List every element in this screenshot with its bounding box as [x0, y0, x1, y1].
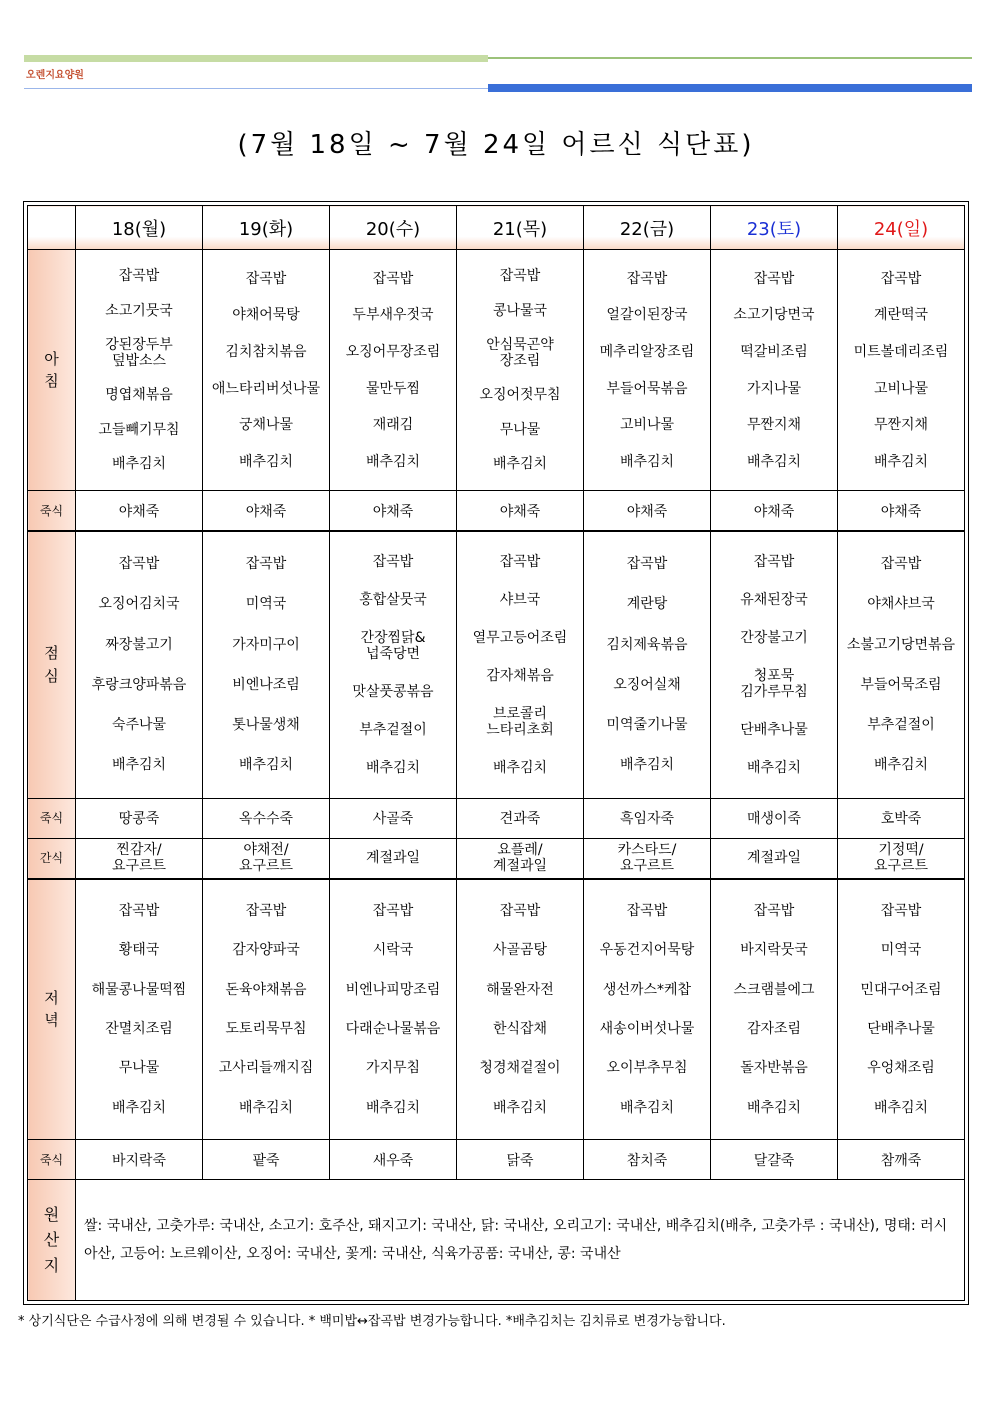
menu-item: 배추김치 — [492, 1099, 548, 1116]
menu-item: 잡곡밥 — [499, 902, 541, 919]
lunch-label: 점 심 — [28, 531, 76, 798]
menu-item: 고비나물 — [619, 417, 675, 434]
menu-item: 비엔나피망조림 — [345, 981, 441, 998]
lunch-row — [28, 531, 965, 798]
menu-item: 잡곡밥 — [372, 553, 414, 570]
menu-item: 잡곡밥 — [626, 902, 668, 919]
menu-item: 간장불고기 — [740, 629, 808, 646]
menu-item: 잡곡밥 — [753, 902, 795, 919]
breakfast-porridge-row — [28, 491, 965, 531]
menu-item: 배추김치 — [238, 1099, 294, 1116]
breakfast-cell — [838, 250, 965, 491]
menu-item: 배추김치 — [365, 1099, 421, 1116]
menu-item: 사골곰탕 — [492, 942, 548, 959]
menu-item: 부추겉절이 — [867, 717, 935, 734]
menu-item: 배추김치 — [873, 453, 929, 470]
menu-item: 잡곡밥 — [245, 902, 287, 919]
breakfast-cell — [203, 250, 330, 491]
menu-item: 배추김치 — [238, 453, 294, 470]
snack-cell — [330, 838, 457, 878]
menu-item: 감자채볶음 — [486, 667, 554, 684]
menu-item: 다래순나물볶음 — [345, 1021, 441, 1038]
porridge-cell: 야채죽 — [76, 491, 203, 531]
menu-item: 배추김치 — [111, 455, 167, 472]
menu-item: 샤브국 — [499, 591, 541, 608]
lunch-cell — [838, 531, 965, 798]
menu-item: 미역국 — [880, 942, 922, 959]
menu-item: 오징어실채 — [613, 676, 681, 693]
dinner-cell — [76, 879, 203, 1140]
menu-item: 새송이버섯나물 — [599, 1021, 695, 1038]
menu-item: 무나물 — [118, 1060, 160, 1077]
menu-item: 청경채겉절이 — [479, 1060, 561, 1077]
menu-item: 소고기당면국 — [733, 307, 815, 324]
menu-item: 잡곡밥 — [880, 556, 922, 573]
origin-label: 원 산 지 — [28, 1180, 76, 1301]
menu-item: 단배추나물 — [740, 721, 808, 738]
menu-item: 배추김치 — [619, 757, 675, 774]
menu-item: 부들어묵볶음 — [606, 380, 688, 397]
menu-item: 잡곡밥 — [499, 553, 541, 570]
menu-item: 브로콜리 느타리초회 — [486, 705, 554, 738]
header-green-line — [488, 57, 972, 59]
breakfast-row — [28, 250, 965, 491]
menu-item: 잡곡밥 — [372, 270, 414, 287]
menu-item: 간장찜닭& 넙죽당면 — [360, 629, 426, 662]
menu-item: 미역국 — [245, 596, 287, 613]
menu-item: 단배추나물 — [867, 1021, 935, 1038]
breakfast-cell — [457, 250, 584, 491]
day-header: 19(화) — [203, 206, 330, 250]
menu-item: 감자양파국 — [232, 942, 300, 959]
menu-item: 톳나물생채 — [232, 717, 300, 734]
menu-item: 한식잡채 — [492, 1021, 548, 1038]
menu-item: 명엽채볶음 — [105, 387, 173, 404]
menu-item: 배추김치 — [873, 757, 929, 774]
menu-item: 고들빼기무침 — [98, 421, 180, 438]
lunch-cell — [203, 531, 330, 798]
menu-item: 감자조림 — [746, 1021, 802, 1038]
menu-item: 요플레/ 계절과일 — [492, 842, 548, 875]
menu-table — [27, 205, 965, 1301]
menu-item: 도토리묵무침 — [225, 1021, 307, 1038]
menu-item: 안심묵곤약 장조림 — [486, 337, 554, 370]
menu-item: 잡곡밥 — [880, 270, 922, 287]
day-header-row — [28, 206, 965, 250]
lunch-cell — [457, 531, 584, 798]
menu-item: 배추김치 — [365, 759, 421, 776]
snack-cell — [76, 838, 203, 878]
dinner-row — [28, 879, 965, 1140]
menu-item: 우동건지어묵탕 — [599, 942, 695, 959]
menu-item: 오징어무장조림 — [345, 343, 441, 360]
lunch-cell — [584, 531, 711, 798]
menu-item: 가지나물 — [746, 380, 802, 397]
menu-item: 생선까스*케찹 — [602, 981, 692, 998]
dinner-cell — [203, 879, 330, 1140]
menu-item: 배추김치 — [873, 1099, 929, 1116]
menu-item: 돈육야채볶음 — [225, 981, 307, 998]
menu-item: 바지락뭇국 — [740, 942, 808, 959]
menu-item: 잡곡밥 — [499, 268, 541, 285]
snack-cell — [838, 838, 965, 878]
menu-item: 배추김치 — [619, 1099, 675, 1116]
menu-item: 궁채나물 — [238, 417, 294, 434]
porridge-cell: 호박죽 — [838, 798, 965, 838]
menu-item: 민대구어조림 — [860, 981, 942, 998]
menu-item: 계절과일 — [746, 850, 802, 867]
menu-item: 배추김치 — [238, 757, 294, 774]
snack-cell — [203, 838, 330, 878]
menu-item: 잡곡밥 — [245, 270, 287, 287]
porridge-cell: 팥죽 — [203, 1140, 330, 1180]
breakfast-cell — [330, 250, 457, 491]
dinner-label: 저 녁 — [28, 879, 76, 1140]
menu-item: 잡곡밥 — [626, 556, 668, 573]
menu-item: 고사리들깨지짐 — [218, 1060, 314, 1077]
menu-item: 잡곡밥 — [372, 902, 414, 919]
porridge-cell: 야채죽 — [838, 491, 965, 531]
menu-item: 숙주나물 — [111, 717, 167, 734]
menu-item: 미역줄기나물 — [606, 717, 688, 734]
menu-item: 잡곡밥 — [753, 553, 795, 570]
origin-row — [28, 1180, 965, 1301]
header-green-bar — [24, 55, 488, 62]
menu-item: 고비나물 — [873, 380, 929, 397]
menu-item: 잔멸치조림 — [105, 1021, 173, 1038]
menu-item: 홍합살뭇국 — [359, 591, 427, 608]
menu-item: 떡갈비조림 — [740, 343, 808, 360]
menu-item: 가지무침 — [365, 1060, 421, 1077]
dinner-cell — [330, 879, 457, 1140]
menu-item: 잡곡밥 — [118, 902, 160, 919]
menu-item: 애느타리버섯나물 — [211, 380, 321, 397]
porridge-cell: 야채죽 — [330, 491, 457, 531]
menu-item: 배추김치 — [111, 757, 167, 774]
porridge-cell: 흑임자죽 — [584, 798, 711, 838]
porridge-label: 죽식 — [28, 1140, 76, 1180]
menu-item: 미트볼데리조림 — [853, 343, 949, 360]
porridge-cell: 사골죽 — [330, 798, 457, 838]
menu-item: 김치제육볶음 — [606, 636, 688, 653]
footnote: * 상기식단은 수급사정에 의해 변경될 수 있습니다. * 백미밥↔잡곡밥 변경가능합니다. *배추김치는 김치류로 변경가능합니다. — [18, 1314, 726, 1329]
snack-cell — [711, 838, 838, 878]
day-header: 22(금) — [584, 206, 711, 250]
porridge-cell: 매생이죽 — [711, 798, 838, 838]
menu-item: 후랑크양파볶음 — [91, 676, 187, 693]
origin-text: 쌀: 국내산, 고춧가루: 국내산, 소고기: 호주산, 돼지고기: 국내산, 닭: 국내산, 오리고기: 국내산, 배추김치(배추, 고춧가루 : 국내산), 명태: 러시아산, 고등어: 노르웨이산, 오징어: 국내산, 꽃게: 국내산, 식육가공품: 국내산, 콩: 국내산 — [76, 1180, 965, 1301]
facility-logo: 오렌지요양원 — [26, 70, 84, 81]
porridge-cell: 바지락죽 — [76, 1140, 203, 1180]
menu-item: 야채어묵탕 — [232, 307, 300, 324]
day-header-sunday: 24(일) — [838, 206, 965, 250]
menu-item: 소불고기당면볶음 — [846, 636, 956, 653]
porridge-cell: 참깨죽 — [838, 1140, 965, 1180]
porridge-label: 죽식 — [28, 491, 76, 531]
menu-item: 배추김치 — [492, 455, 548, 472]
menu-item: 배추김치 — [746, 759, 802, 776]
menu-item: 오이부추무침 — [606, 1060, 688, 1077]
menu-item: 카스타드/ 요구르트 — [617, 842, 677, 875]
menu-item: 메추리알장조림 — [599, 343, 695, 360]
snack-row — [28, 838, 965, 878]
snack-cell — [584, 838, 711, 878]
menu-item: 배추김치 — [746, 1099, 802, 1116]
porridge-cell: 야채죽 — [584, 491, 711, 531]
menu-item: 해물콩나물떡찜 — [91, 981, 187, 998]
menu-item: 비엔나조림 — [232, 676, 300, 693]
menu-item: 기정떡/ 요구르트 — [873, 842, 929, 875]
menu-item: 돌자반볶음 — [740, 1060, 808, 1077]
menu-item: 시락국 — [372, 942, 414, 959]
snack-cell — [457, 838, 584, 878]
menu-item: 맛살풋콩볶음 — [352, 683, 434, 700]
dinner-cell — [457, 879, 584, 1140]
day-header: 21(목) — [457, 206, 584, 250]
dinner-porridge-row — [28, 1140, 965, 1180]
menu-item: 물만두찜 — [365, 380, 421, 397]
menu-item: 계란떡국 — [873, 307, 929, 324]
dinner-cell — [584, 879, 711, 1140]
menu-item: 부들어묵조림 — [860, 676, 942, 693]
menu-item: 소고기뭇국 — [105, 302, 173, 319]
header-blue-bar — [488, 84, 972, 92]
lunch-cell — [76, 531, 203, 798]
menu-item: 배추김치 — [746, 453, 802, 470]
menu-item: 강된장두부 덮밥소스 — [105, 337, 173, 370]
porridge-cell: 달걀죽 — [711, 1140, 838, 1180]
porridge-cell: 참치죽 — [584, 1140, 711, 1180]
menu-item: 배추김치 — [111, 1099, 167, 1116]
menu-item: 야채전/ 요구르트 — [238, 842, 294, 875]
menu-item: 부추겉절이 — [359, 721, 427, 738]
day-header-saturday: 23(토) — [711, 206, 838, 250]
menu-item: 잡곡밥 — [245, 556, 287, 573]
menu-item: 콩나물국 — [492, 302, 548, 319]
porridge-label: 죽식 — [28, 798, 76, 838]
menu-item: 재래김 — [372, 417, 414, 434]
breakfast-cell — [711, 250, 838, 491]
lunch-porridge-row — [28, 798, 965, 838]
menu-item: 무나물 — [499, 421, 541, 438]
porridge-cell: 옥수수죽 — [203, 798, 330, 838]
menu-item: 잡곡밥 — [118, 556, 160, 573]
menu-item: 해물완자전 — [486, 981, 554, 998]
menu-item: 황태국 — [118, 942, 160, 959]
snack-label: 간식 — [28, 838, 76, 878]
lunch-cell — [330, 531, 457, 798]
menu-item: 우엉채조림 — [867, 1060, 935, 1077]
breakfast-cell — [76, 250, 203, 491]
menu-item: 열무고등어조림 — [472, 629, 568, 646]
menu-item: 짜장불고기 — [105, 636, 173, 653]
menu-item: 배추김치 — [619, 453, 675, 470]
menu-item: 청포묵 김가루무침 — [740, 667, 808, 700]
porridge-cell: 땅콩죽 — [76, 798, 203, 838]
menu-item: 가자미구이 — [232, 636, 300, 653]
porridge-cell: 야채죽 — [457, 491, 584, 531]
menu-item: 무짠지채 — [746, 417, 802, 434]
menu-item: 오징어젓무침 — [479, 387, 561, 404]
header-corner — [28, 206, 76, 250]
breakfast-label: 아 침 — [28, 250, 76, 491]
porridge-cell: 야채죽 — [203, 491, 330, 531]
menu-item: 잡곡밥 — [753, 270, 795, 287]
menu-item: 야채샤브국 — [867, 596, 935, 613]
menu-item: 계란탕 — [626, 596, 668, 613]
menu-item: 배추김치 — [365, 453, 421, 470]
menu-item: 오징어김치국 — [98, 596, 180, 613]
menu-item: 찐감자/ 요구르트 — [111, 842, 167, 875]
menu-item: 유채된장국 — [740, 591, 808, 608]
dinner-cell — [711, 879, 838, 1140]
day-header: 18(월) — [76, 206, 203, 250]
menu-item: 잡곡밥 — [118, 268, 160, 285]
breakfast-cell — [584, 250, 711, 491]
dinner-cell — [838, 879, 965, 1140]
porridge-cell: 새우죽 — [330, 1140, 457, 1180]
menu-item: 잡곡밥 — [880, 902, 922, 919]
menu-item: 무짠지채 — [873, 417, 929, 434]
menu-table-frame — [23, 201, 969, 1305]
menu-item: 계절과일 — [365, 850, 421, 867]
menu-item: 잡곡밥 — [626, 270, 668, 287]
menu-item: 두부새우젓국 — [352, 307, 434, 324]
page-title: (7월 18일 ~ 7월 24일 어르신 식단표) — [237, 130, 755, 160]
porridge-cell: 야채죽 — [711, 491, 838, 531]
menu-item: 배추김치 — [492, 759, 548, 776]
menu-item: 얼갈이된장국 — [606, 307, 688, 324]
header-blue-line — [24, 88, 488, 89]
menu-item: 스크램블에그 — [733, 981, 815, 998]
menu-item: 김치참치볶음 — [225, 343, 307, 360]
porridge-cell: 견과죽 — [457, 798, 584, 838]
porridge-cell: 닭죽 — [457, 1140, 584, 1180]
lunch-cell — [711, 531, 838, 798]
day-header: 20(수) — [330, 206, 457, 250]
